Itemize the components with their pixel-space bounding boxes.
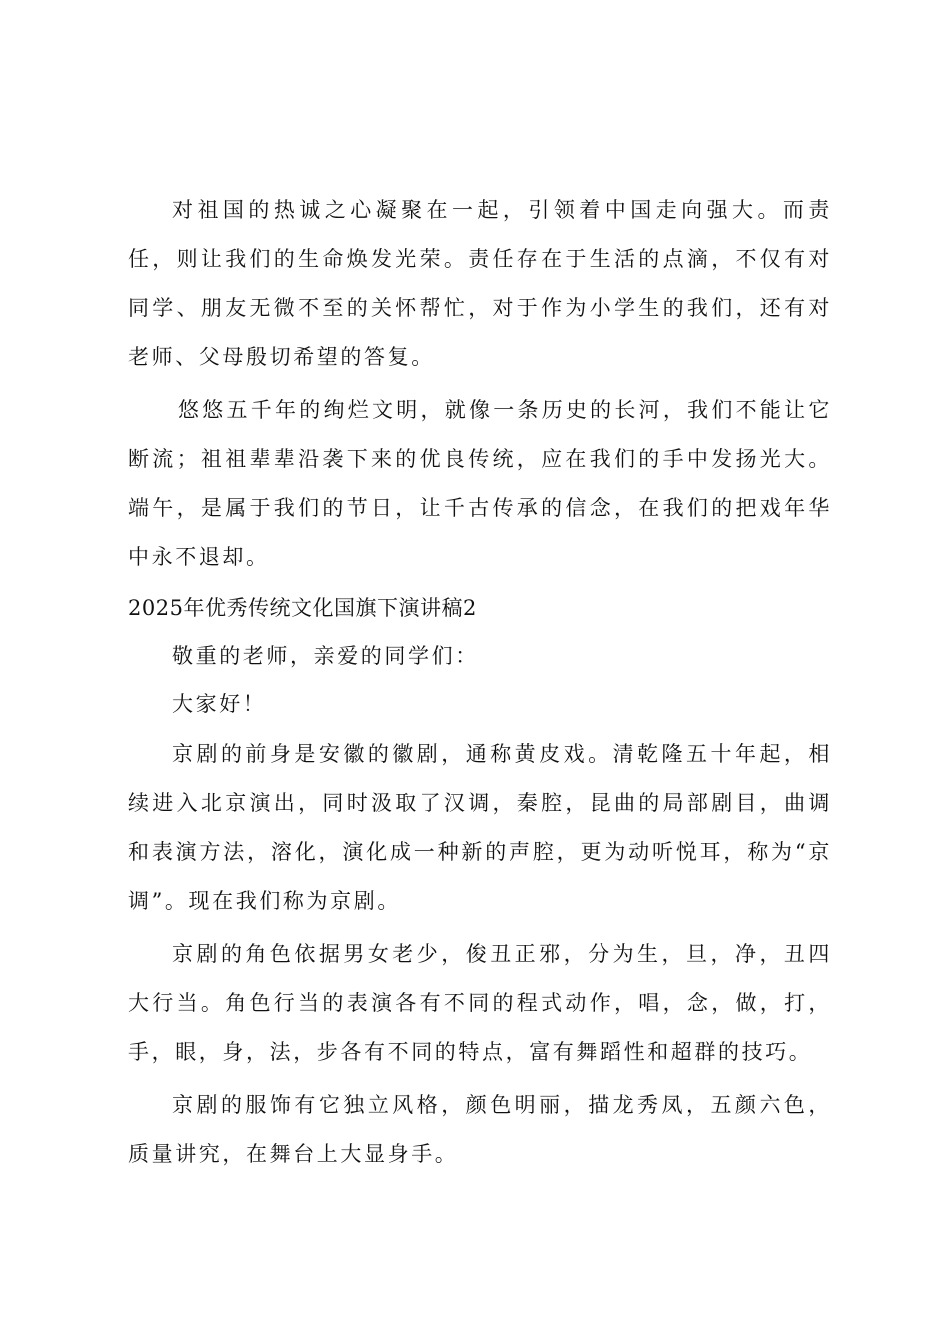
section-title: 2025年优秀传统文化国旗下演讲稿2 [128,596,477,620]
hello-line: 大家好！ [172,692,267,716]
paragraph-peking-opera-costume: 京剧的服饰有它独立风格，颜色明丽，描龙秀凤，五颜六色，质量讲究，在舞台上大显身手。 [128,1093,832,1166]
greeting-line: 敬重的老师，亲爱的同学们： [172,644,479,668]
paragraph-civilization: 悠悠五千年的绚烂文明，就像一条历史的长河，我们不能让它断流；祖祖辈辈沿袭下来的优良传统，应在我们的手中发扬光大。端午，是属于我们的节日，让千古传承的信念，在我们的把戏年华中永不退却。 [128,398,832,569]
document-page [128,186,832,1183]
paragraph-peking-opera-origin: 京剧的前身是安徽的徽剧，通称黄皮戏。清乾隆五十年起，相续进入北京演出，同时汲取了汉调，秦腔，昆曲的局部剧目，曲调和表演方法，溶化，演化成一种新的声腔，更为动听悦耳，称为“京调”。现在我们称为京剧。 [128,742,832,913]
paragraph-responsibility: 对祖国的热诚之心凝聚在一起，引领着中国走向强大。而责任，则让我们的生命焕发光荣。责任存在于生活的点滴，不仅有对同学、朋友无微不至的关怀帮忙，对于作为小学生的我们，还有对老师、父母殷切希望的答复。 [128,198,832,369]
paragraph-peking-opera-roles: 京剧的角色依据男女老少，俊丑正邪，分为生，旦，净，丑四大行当。角色行当的表演各有不同的程式动作，唱，念，做，打，手，眼，身，法，步各有不同的特点，富有舞蹈性和超群的技巧。 [128,942,832,1064]
